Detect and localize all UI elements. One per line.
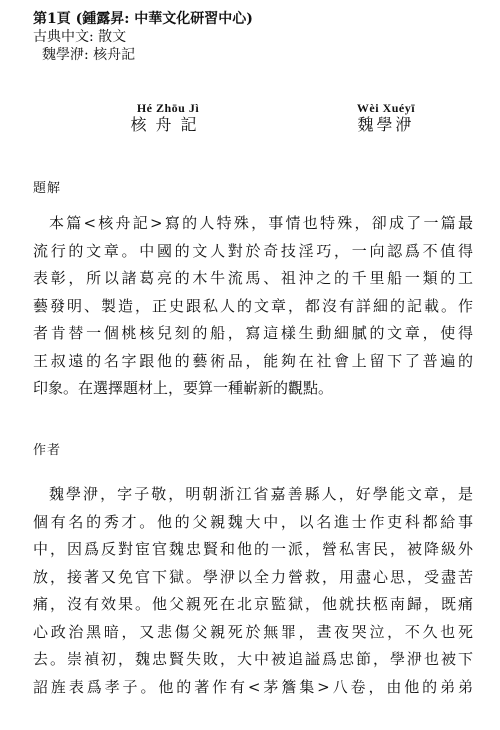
intro-line: 本篇<核舟記>寫的人特殊，事情也特殊，卻成了一篇最 <box>49 214 473 232</box>
author-name-hanzi: 魏學洢 <box>357 115 415 134</box>
author-line: 個有名的秀才。他的父親魏大中，以名進士作吏科都給事 <box>33 512 473 531</box>
page-header-category: 古典中文: 散文 <box>33 29 127 45</box>
title-hanzi: 核舟記 <box>130 115 206 134</box>
author-line: 詔旌表爲孝子。他的著作有<茅簷集>八卷，由他的弟弟 <box>33 677 473 696</box>
intro-line: 表彰，所以諸葛亮的木牛流馬、祖沖之的千里船一類的工 <box>33 269 473 287</box>
author-section-heading: 作者 <box>33 443 62 458</box>
author-paragraph <box>33 481 473 701</box>
intro-line: 王叔遠的名字跟他的藝術品，能夠在社會上留下了普遍的 <box>33 351 473 370</box>
author-line: 心政治黑暗，又悲傷父親死於無罪，晝夜哭泣，不久也死 <box>33 622 473 641</box>
author-line: 去。崇禎初，魏忠賢失敗，大中被追謚爲忠節，學洢也被下 <box>33 650 473 668</box>
author-line: 痛，沒有效果。他父親死在北京監獄，他就扶柩南歸，既痛 <box>33 595 473 613</box>
page-header-author-title: 魏學洢: 核舟記 <box>42 47 136 63</box>
author-line: 放，接著又免官下獄。學洢以全力營救，用盡心思，受盡苦 <box>33 567 473 586</box>
intro-line: 流行的文章。中國的文人對於奇技淫巧，一向認爲不值得 <box>33 241 473 260</box>
author-line: 中，因爲反對宦官魏忠賢和他的一派，營私害民，被降級外 <box>33 540 473 558</box>
author-line: 魏學洢，字子敬，明朝浙江省嘉善縣人，好學能文章，是 <box>49 485 473 503</box>
intro-section-heading: 題解 <box>33 181 62 196</box>
intro-line: 印象。在選擇題材上，要算一種嶄新的觀點。 <box>33 379 334 397</box>
page-header-source: 第1頁 (鍾露昇: 中華文化研習中心) <box>33 11 253 27</box>
intro-line: 藝發明、製造，正史跟私人的文章，都沒有詳細的記載。作 <box>33 296 473 315</box>
intro-paragraph <box>33 210 473 403</box>
title-pinyin: Hé Zhōu Jì <box>136 101 200 115</box>
title-block <box>118 101 218 135</box>
author-name-block <box>336 101 436 135</box>
author-name-pinyin: Wèi Xuéyī <box>356 101 416 115</box>
intro-line: 者肯替一個桃核兒刻的船，寫這樣生動細膩的文章，使得 <box>33 324 473 342</box>
